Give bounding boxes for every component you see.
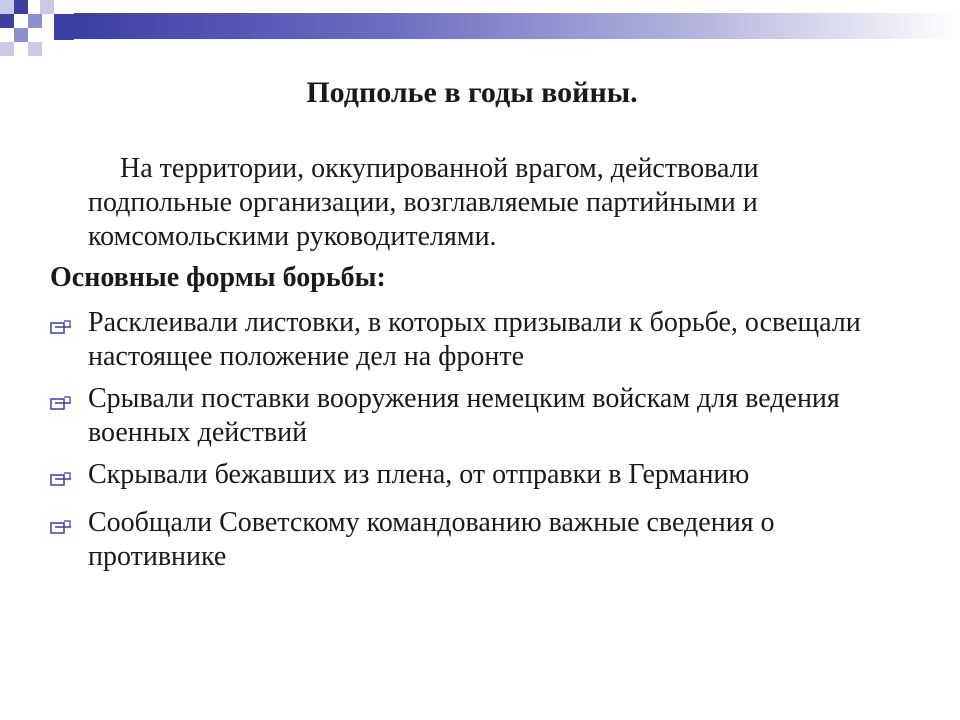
list-item — [50, 382, 910, 450]
bullet-list — [50, 306, 910, 582]
folder-bullet-icon — [50, 506, 88, 546]
bullet-text: Скрывали бежавших из плена, от отправки в Германию — [88, 459, 750, 490]
list-item — [50, 458, 910, 498]
corner-squares-decoration — [0, 0, 80, 60]
bullet-text: Срывали поставки вооружения немецким войскам для ведения военных действий — [88, 383, 840, 448]
folder-bullet-icon — [50, 382, 88, 422]
bullet-text: Расклеивали листовки, в которых призывали к борьбе, освещали настоящее положение дел на фронте — [88, 307, 861, 372]
slide-title: Подполье в годы войны. — [306, 76, 638, 109]
list-item — [50, 506, 910, 574]
folder-bullet-icon — [50, 458, 88, 498]
folder-bullet-icon — [50, 306, 88, 346]
forms-heading: Основные формы борьбы: — [50, 262, 386, 293]
intro-paragraph: На территории, оккупированной врагом, действовали подпольные организации, возглавляемые партийными и комсомольскими руководителями. — [88, 153, 759, 252]
list-item — [50, 306, 910, 374]
bullet-text: Сообщали Советскому командованию важные сведения о противнике — [88, 507, 775, 572]
header-gradient-bar — [74, 13, 960, 39]
